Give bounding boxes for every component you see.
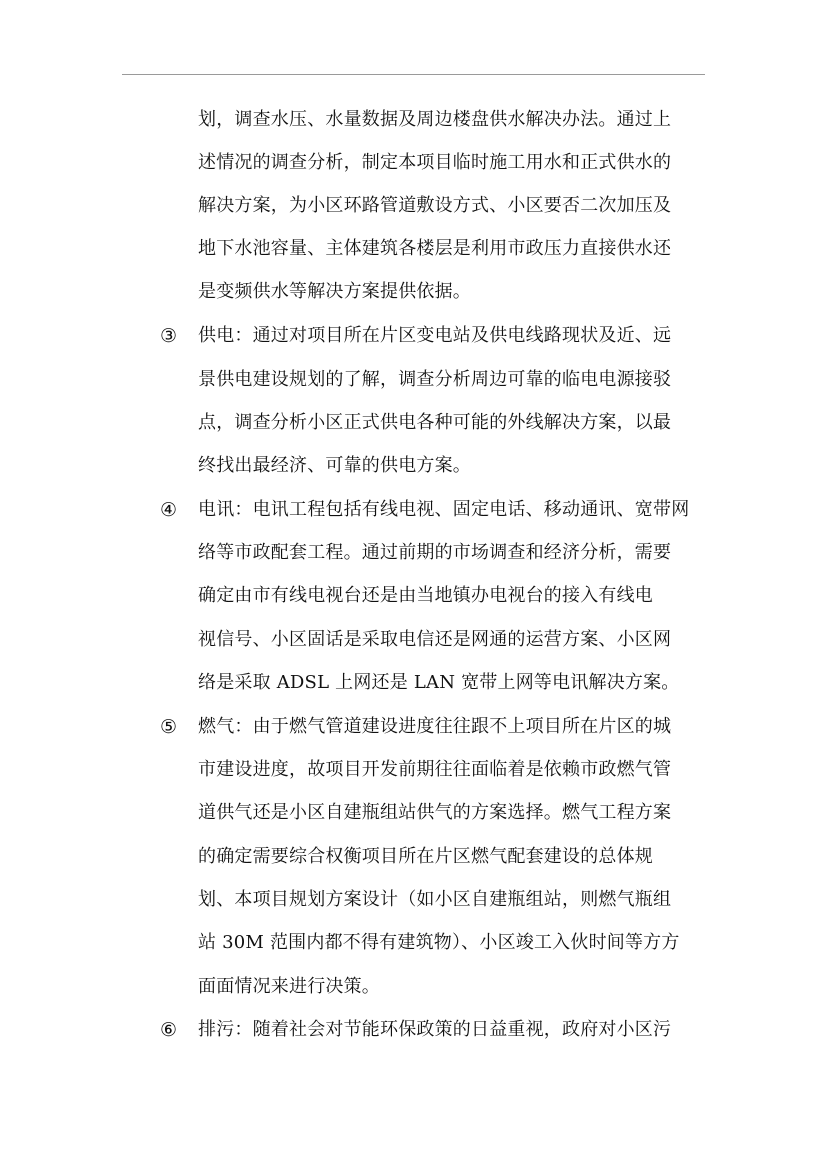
list-marker: ⑤ — [160, 716, 178, 738]
text-line: 终找出最经济、可靠的供电方案。 — [198, 455, 471, 476]
text-line: 电讯：电讯工程包括有线电视、固定电话、移动通讯、宽带网 — [198, 499, 690, 520]
text-line: 络等市政配套工程。通过前期的市场调查和经济分析，需要 — [198, 542, 672, 563]
text-line: 地下水池容量、主体建筑各楼层是利用市政压力直接供水还 — [198, 238, 672, 259]
text-line: 市建设进度，故项目开发前期往往面临着是依赖市政燃气管 — [198, 759, 672, 780]
text-line: 燃气：由于燃气管道建设进度往往跟不上项目所在片区的城 — [198, 716, 672, 737]
text-line: 划、本项目规划方案设计（如小区自建瓶组站，则燃气瓶组 — [198, 889, 672, 910]
text-line: 划，调查水压、水量数据及周边楼盘供水解决办法。通过上 — [198, 109, 672, 130]
text-line: 点，调查分析小区正式供电各种可能的外线解决方案，以最 — [198, 412, 672, 433]
text-line: 站 30M 范围内都不得有建筑物）、小区竣工入伙时间等方方 — [198, 932, 680, 953]
text-line: 面面情况来进行决策。 — [198, 976, 380, 997]
text-line: 述情况的调查分析，制定本项目临时施工用水和正式供水的 — [198, 152, 672, 173]
text-line: 是变频供水等解决方案提供依据。 — [198, 281, 471, 302]
list-marker: ④ — [160, 499, 178, 521]
text-line: 解决方案，为小区环路管道敷设方式、小区要否二次加压及 — [198, 195, 672, 216]
header-rule — [122, 74, 705, 75]
text-line: 确定由市有线电视台还是由当地镇办电视台的接入有线电 — [198, 585, 653, 606]
text-line: 道供气还是小区自建瓶组站供气的方案选择。燃气工程方案 — [198, 802, 672, 823]
text-line: 络是采取 ADSL 上网还是 LAN 宽带上网等电讯解决方案。 — [198, 672, 680, 693]
text-line: 景供电建设规划的了解，调查分析周边可靠的临电电源接驳 — [198, 369, 672, 390]
text-line: 视信号、小区固话是采取电信还是网通的运营方案、小区网 — [198, 629, 672, 650]
text-line: 排污：随着社会对节能环保政策的日益重视，政府对小区污 — [198, 1019, 672, 1040]
list-marker: ⑥ — [160, 1019, 178, 1041]
text-line: 的确定需要综合权衡项目所在片区燃气配套建设的总体规 — [198, 846, 653, 867]
list-marker: ③ — [160, 325, 178, 347]
text-line: 供电：通过对项目所在片区变电站及供电线路现状及近、远 — [198, 325, 672, 346]
